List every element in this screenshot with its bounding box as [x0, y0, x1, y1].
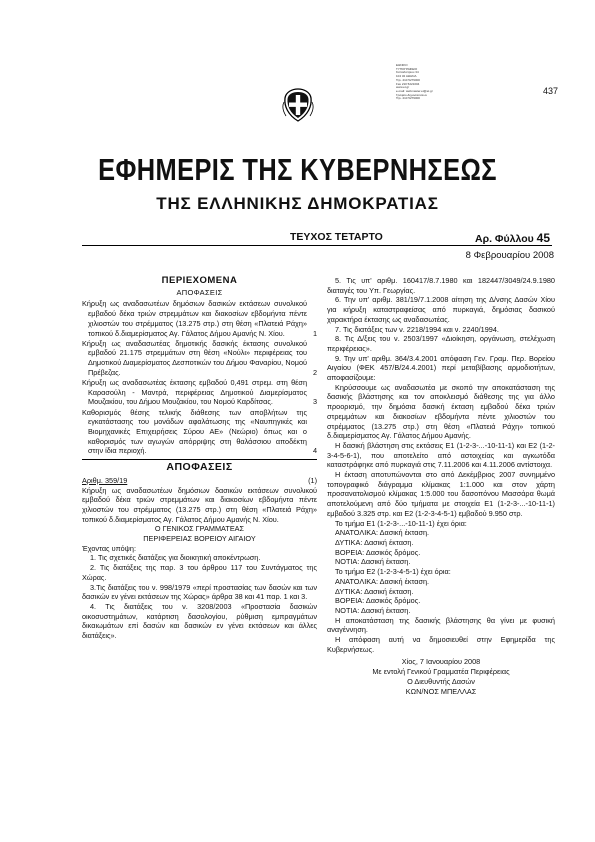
toc-item-page: 3: [312, 397, 317, 407]
decision-number-row: [82, 476, 317, 486]
consideration-point: 2. Τις διατάξεις της παρ. 3 του άρθρου 117 του Συντάγματος της Χώρας.: [82, 563, 317, 582]
closing-paragraph: Η απόφαση αυτή να δημοσιευθεί στην Εφημερίδα της Κυβερνήσεως.: [327, 635, 555, 654]
boundary-line: ΑΝΑΤΟΛΙΚΑ: Δασική έκταση.: [335, 528, 430, 538]
toc-item[interactable]: [82, 299, 317, 338]
toc-heading: ΠΕΡΙΕΧΟΜΕΝΑ: [161, 275, 238, 286]
boundaries-label: Το τμήμα Ε2 (1-2-3-4-5-1) έχει όρια:: [335, 567, 451, 577]
right-column: [327, 276, 555, 696]
consideration-point: 1. Τις σχετικές διατάξεις για διοικητική αποκέντρωση.: [90, 553, 261, 563]
imprint-line: www.et.gr: [396, 85, 410, 90]
boundary-line: ΒΟΡΕΙΑ: Δασικός δρόμος.: [335, 547, 421, 557]
boundary-line: ΒΟΡΕΙΑ: Δασικός δρόμος.: [335, 596, 421, 606]
boundary-line: ΑΝΑΤΟΛΙΚΑ: Δασική έκταση.: [335, 576, 430, 586]
toc-item-text: Κήρυξη ως αναδασωτέας έκτασης εμβαδού 0,491 στρεμ. στη θέση Καρασούλη - Μαντρά, περιφέρειας Δημοτικού Διαμερίσματος Μουζακίου, του Δήμου Μουζακίου, του Νομού Καρδίτσας.: [82, 378, 307, 407]
consideration-point: 3.Τις διατάξεις του ν. 998/1979 «περί προστασίας των δασών και των δασικών εν γένει εκτάσεων της Χώρας» άρθρα 38 και 41 παρ. 1 και 3.: [82, 582, 317, 602]
imprint-line: Τηλ. 210 5279000: [396, 96, 420, 101]
decision-number: Αριθμ. 359/19: [82, 475, 128, 485]
body-paragraph: Η δασική βλάστηση στις εκτάσεις Ε1 (1-2-3-...-10-11-1) και Ε2 (1-2-3-4-5-6-1), που αποτελείτο από αστοιχείας και αγκωτόδα καταστράφηκε από πυρκαγιά στις 7.11.2006 και 4.11.2006 αντίστοιχα.: [327, 440, 555, 470]
signature-name: ΚΩΝ/ΝΟΣ ΜΠΕΛΛΑΣ: [405, 686, 477, 696]
printer-imprint: [396, 64, 474, 101]
toc-subheading: ΑΠΟΦΑΣΕΙΣ: [176, 287, 223, 297]
sheet-label: Αρ. Φύλλου: [475, 233, 534, 245]
imprint-line: ΕΘΝΙΚΟ: [396, 63, 408, 67]
imprint-line: e-mail: webmaster.et@et.gr: [396, 88, 433, 93]
section-divider: [82, 459, 317, 460]
issue-label: ΤΕΥΧΟΣ ΤΕΤΑΡΤΟ: [290, 231, 383, 243]
body-paragraph: Κηρύσσουμε ως αναδασωτέα με σκοπό την αποκατάσταση της δασικής βλάστησης και τον αποκλεισμό διάθεσης της για άλλο προορισμό, την δημόσια δασική έκταση εμβαδού δέκα τριών στρεμμάτων και διακοσίων εβδομήντα πέντε χιλιοστών του στρέμματος (13.275 στρ.) στη θέση «Πλατειά Ράχη» τοπικού δ.διαμερίσματος Αγ. Γάλατος Δήμου Αμανής.: [327, 382, 555, 441]
considering-label: Έχοντας υπόψη:: [82, 543, 136, 553]
boundary-line: ΔΥΤΙΚΑ: Δασική έκταση.: [335, 537, 414, 547]
consideration-point: 8. Τις Δ/ξεις του ν. 2503/1997 «Διοίκηση, οργάνωση, στελέχωση περιφέρειας».: [327, 334, 555, 353]
decisions-heading: ΑΠΟΦΑΣΕΙΣ: [166, 461, 233, 474]
imprint-line: ΤΥΠΟΓΡΑΦΕΙΟ: [396, 66, 418, 71]
toc-item-page: 4: [312, 446, 317, 456]
header-divider: [82, 245, 552, 246]
left-column: [82, 276, 317, 641]
imprint-line: Τηλ. 210 5279000: [396, 77, 420, 82]
boundary-line: ΔΥΤΙΚΑ: Δασική έκταση.: [335, 586, 414, 596]
boundary-line: ΝΟΤΙΑ: Δασική έκταση.: [335, 557, 411, 567]
imprint-line: Καποδιστρίου 34: [396, 70, 419, 75]
signature-line: Ο Διευθυντής Δασών: [407, 676, 475, 686]
toc-item-page: 1: [312, 328, 317, 338]
toc-item[interactable]: [82, 339, 317, 378]
sheet-number: 45: [536, 231, 551, 245]
decision-title: Κήρυξη ως αναδασωτέων δημόσιων δασικών εκτάσεων συνολικού εμβαδού δέκα τριών στρεμμάτων και διακοσίων εβδομήντα πέντε χιλιοστών του στρέμματος (13.275 στρ.) στη θέση «Πλατειά Ράχη» τοπικού δ.διαμερίσματος Αγ. Γάλατος Δήμου Αμανής Ν. Χίου.: [82, 485, 317, 524]
imprint-line: Fax 210 5221004: [396, 81, 420, 86]
consideration-point: 5. Τις υπ' αριθμ. 160417/8.7.1980 και 182447/3049/24.9.1980 διαταγές του Υπ. Γεωργίας.: [327, 276, 555, 295]
toc-item-text: Κήρυξη ως αναδασωτέων δημόσιων δασικών εκτάσεων συνολικού εμβαδού δέκα τριών στρεμμάτων και διακοσίων εβδομήντα πέντε χιλιοστών του στρέμματος (13.275 στρ.) στη θέση «Πλατειά Ράχη» τοπικού δ.διαμερίσματος Αγ. Γάλατος Δήμου Αμανής Ν. Χίου.: [82, 299, 307, 338]
consideration-point: 7. Τις διατάξεις των ν. 2218/1994 και ν. 2240/1994.: [335, 324, 499, 334]
gazette-subtitle: ΤΗΣ ΕΛΛΗΝΙΚΗΣ ΔΗΜΟΚΡΑΤΙΑΣ: [156, 194, 439, 213]
sheet-number-label: [475, 231, 550, 245]
page-number: 437: [543, 86, 559, 96]
authority-line: ΠΕΡΙΦΕΡΕΙΑΣ ΒΟΡΕΙΟΥ ΑΙΓΑΙΟΥ: [143, 534, 256, 544]
imprint-line: 104 32 ΑΘΗΝΑ: [396, 74, 417, 79]
decision-ref: (1): [308, 475, 317, 485]
toc-item[interactable]: [82, 408, 317, 457]
boundaries-label: Το τμήμα Ε1 (1-2-3-...-10-11-1) έχει όρια:: [335, 518, 467, 528]
issue-date: 8 Φεβρουαρίου 2008: [465, 250, 554, 261]
body-paragraph: Η έκταση αποτυπώνονται στο από Δεκέμβριος 2007 συνημμένο τοπογραφικό διάγραμμα κλίμακας 1:1.000 και στον χάρτη προσανατολισμού κλίμακας 1:5.000 του δασοπόνου Μασσάρα θωμά αποτελούμενη από δύο τμήματα με στοιχεία Ε1 (1-2-3-...-10-11-1) εμβαδού 3.325 στρ. και Ε2 (1-2-3-4-5-1) εμβαδού 9.950 στρ.: [327, 470, 555, 518]
consideration-point: 6. Την υπ' αριθμ. 381/19/7.1.2008 αίτηση της Δ/νσης Δασών Χίου για κήρυξη καταστραφείσας από πυρκαγιά, δημόσιας δασικού χαρακτήρα έκτασης ως αναδασωτέας.: [327, 295, 555, 324]
gazette-title: ΕΦΗΜΕΡΙΣ ΤΗΣ ΚΥΒΕΡΝΗΣΕΩΣ: [98, 152, 497, 187]
consideration-point: 4. Τις διατάξεις του ν. 3208/2003 «Προστασία δασικών οικοσυστημάτων, κατάρτιση δασολογίου, ρύθμιση εμπραγμάτων δικαιωμάτων επί δασών και δασικών εν γένει εκτάσεων και άλλες διατάξεις».: [82, 602, 317, 641]
signature-line: Με εντολή Γενικού Γραμματέα Περιφέρειας: [372, 667, 510, 677]
consideration-point: 9. Την υπ' αριθμ. 364/3.4.2001 απόφαση Γεν. Γραμ. Περ. Βορείου Αιγαίου (ΦΕΚ 457/Β/24.4.2001) περί μεταβίβασης αρμοδιοτήτων, αποφασίζουμε:: [327, 353, 555, 383]
signature-line: Χίος, 7 Ιανουαρίου 2008: [401, 657, 481, 667]
greek-coat-of-arms-icon: [282, 88, 314, 122]
closing-paragraph: Η αποκατάσταση της δασικής βλάστησης θα γίνει με φυσική αναγέννηση.: [327, 615, 555, 635]
authority-line: Ο ΓΕΝΙΚΟΣ ΓΡΑΜΜΑΤΕΑΣ: [154, 524, 245, 534]
toc-item-page: 2: [312, 367, 317, 377]
toc-item-text: Κήρυξη ως αναδασωτέας δημοτικής δασικής έκτασης συνολικού εμβαδού 21.175 στρεμμάτων στη θέση «Νούλι» περιφέρειας του Δημοτικού Διαμερίσματος Δεσποτικών του Δήμου Φαναρίου, Νομού Πρέβεζας.: [82, 338, 307, 377]
imprint-line: Γραφείο Δημοσιεύσεων: [396, 92, 427, 97]
toc-item-text: Καθορισμός θέσης τελικής διάθεσης των αποβλήτων της εγκατάστασης του μονάδων αφαλάτωσης της «Ναυπηγικές και Βιομηχανικές Επιχειρήσεις Σύρου ΑΕ» (Νεώριο) όπως και ο καθορισμός των αγωγών απόρριψης στη θαλάσσιου αποδέκτη στην ίδια περιοχή.: [82, 407, 307, 456]
boundary-line: ΝΟΤΙΑ: Δασική έκταση.: [335, 605, 411, 615]
toc-item[interactable]: [82, 378, 317, 407]
